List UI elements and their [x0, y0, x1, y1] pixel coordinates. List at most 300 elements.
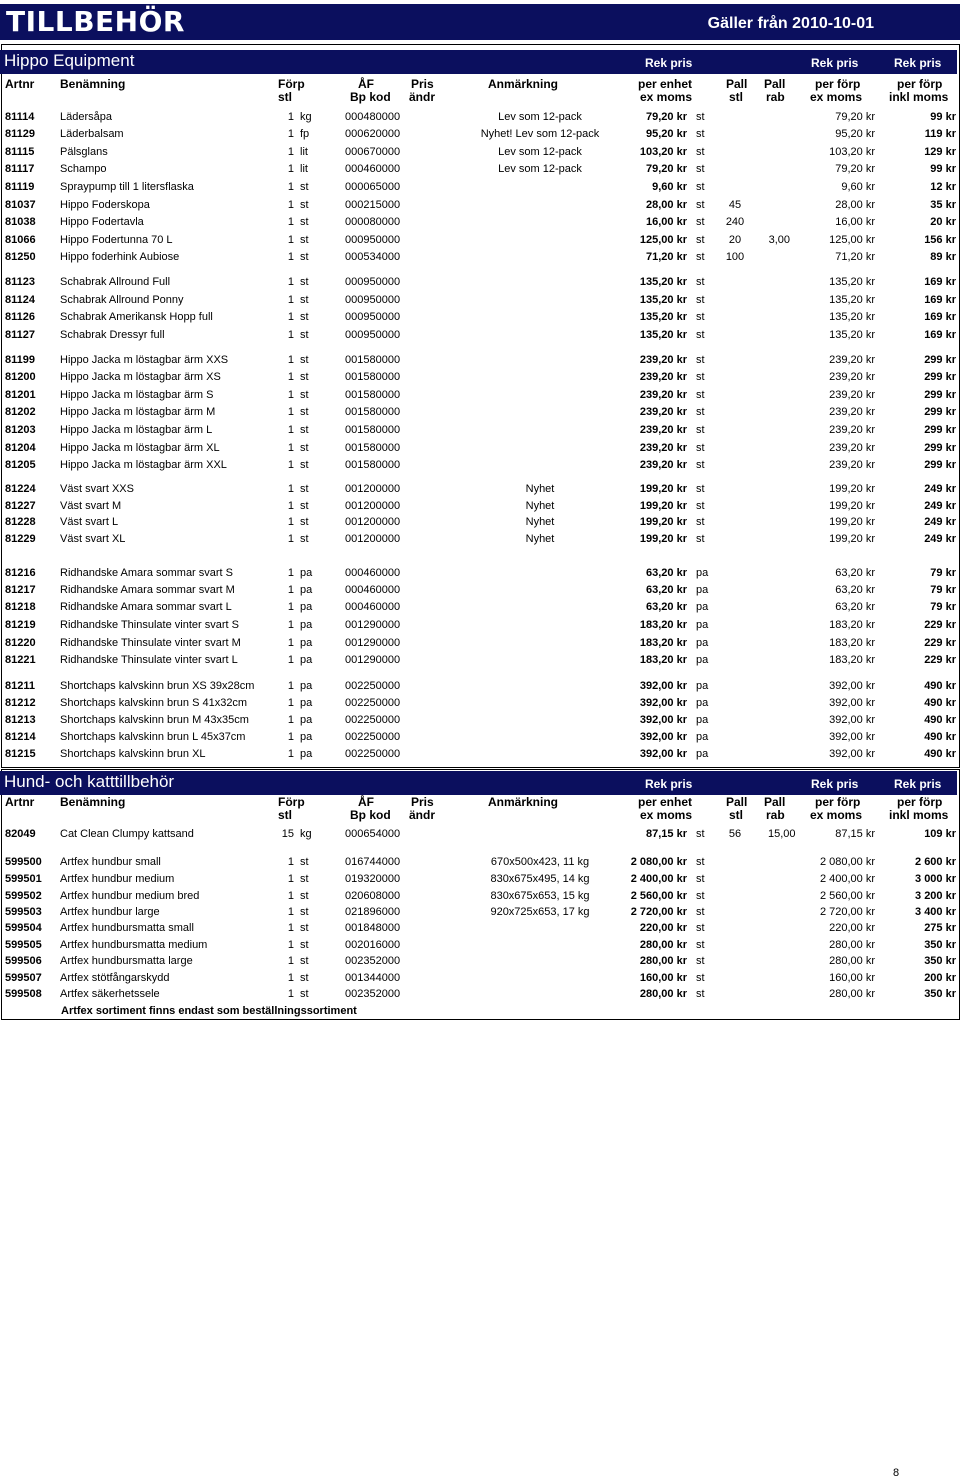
cell-af-code: 000950000 [345, 294, 401, 306]
cell-price-unit: pa [696, 601, 709, 613]
cell-af-code: 001200000 [345, 516, 401, 528]
cell-pack-unit: fp [300, 128, 310, 140]
cell-pack-unit: st [300, 181, 309, 193]
cell-pack-size: 1 [287, 972, 294, 984]
cell-artnr: 81204 [5, 442, 36, 454]
column-header-pf1: per förp [815, 77, 861, 91]
cell-price-per-pack-ex-vat: 2 560,00 kr [819, 890, 875, 902]
cell-pack-size: 1 [287, 181, 294, 193]
cell-pack-size: 1 [287, 500, 294, 512]
cell-pack-size: 1 [287, 906, 294, 918]
cell-price-per-pack-ex-vat: 63,20 kr [835, 584, 875, 596]
cell-price-per-unit: 239,20 kr [639, 459, 687, 471]
cell-af-code: 002352000 [345, 988, 401, 1000]
table-row [0, 276, 960, 292]
cell-af-code: 001580000 [345, 406, 401, 418]
cell-af-code: 002250000 [345, 748, 401, 760]
cell-pack-unit: pa [300, 584, 313, 596]
cell-price-per-pack-ex-vat: 103,20 kr [829, 146, 875, 158]
cell-name: Shortchaps kalvskinn brun M 43x35cm [60, 714, 249, 726]
cell-price-per-pack-inc-vat: 249 kr [924, 500, 956, 512]
cell-pack-unit: pa [300, 680, 313, 692]
cell-price-unit: st [696, 856, 705, 868]
cell-remark: Nyhet [525, 483, 555, 495]
column-header-pi2: inkl moms [889, 808, 949, 822]
cell-artnr: 81217 [5, 584, 36, 596]
cell-name: Schabrak Allround Full [60, 276, 171, 288]
table-row [0, 459, 960, 475]
page-title: TILLBEHÖR [6, 5, 185, 38]
cell-price-per-pack-ex-vat: 71,20 kr [835, 251, 875, 263]
table-row [0, 654, 960, 670]
cell-price-unit: st [696, 533, 705, 545]
column-header-pf1: per förp [815, 795, 861, 809]
cell-price-per-pack-inc-vat: 490 kr [924, 714, 956, 726]
cell-artnr: 81114 [5, 111, 35, 123]
cell-pack-unit: st [300, 311, 309, 323]
table-row [0, 483, 960, 499]
cell-pack-size: 1 [287, 406, 294, 418]
table-row [0, 714, 960, 730]
cell-pack-unit: st [300, 500, 309, 512]
cell-price-per-pack-ex-vat: 199,20 kr [829, 500, 875, 512]
cell-af-code: 016744000 [345, 856, 401, 868]
cell-af-code: 019320000 [345, 873, 401, 885]
cell-price-per-unit: 199,20 kr [639, 500, 687, 512]
table-row [0, 567, 960, 583]
cell-artnr: 81205 [5, 459, 36, 471]
cell-artnr: 81212 [5, 697, 36, 709]
cell-price-per-pack-inc-vat: 12 kr [930, 181, 956, 193]
cell-price-per-unit: 280,00 kr [639, 939, 687, 951]
cell-price-per-pack-ex-vat: 392,00 kr [829, 697, 875, 709]
cell-pack-size: 1 [287, 483, 294, 495]
cell-remark: Nyhet [525, 516, 555, 528]
cell-price-per-pack-ex-vat: 220,00 kr [829, 922, 875, 934]
cell-artnr: 81066 [5, 234, 36, 246]
column-header-pf2: ex moms [810, 90, 863, 104]
cell-price-per-unit: 199,20 kr [639, 533, 687, 545]
cell-name: Väst svart L [60, 516, 119, 528]
cell-af-code: 000950000 [345, 234, 401, 246]
column-header-pall1: Pall [726, 795, 748, 809]
cell-price-unit: st [696, 972, 705, 984]
cell-price-per-unit: 79,20 kr [646, 111, 687, 123]
section-title: Hund- och katttillbehör [4, 772, 175, 791]
table-row [0, 251, 960, 267]
cell-pack-unit: pa [300, 567, 313, 579]
cell-name: Hippo Jacka m löstagbar ärm M [60, 406, 216, 418]
cell-pack-unit: st [300, 354, 309, 366]
cell-pack-size: 1 [287, 697, 294, 709]
cell-pack-unit: st [300, 856, 309, 868]
cell-pallet-size: 100 [725, 251, 745, 263]
cell-price-per-pack-ex-vat: 239,20 kr [829, 424, 875, 436]
cell-artnr: 81211 [5, 680, 35, 692]
cell-price-per-unit: 280,00 kr [639, 955, 687, 967]
cell-price-unit: pa [696, 619, 709, 631]
column-header-pe2: ex moms [640, 90, 693, 104]
cell-remark: 830x675x495, 14 kg [490, 873, 590, 885]
cell-name: Hippo Jacka m löstagbar ärm S [60, 389, 214, 401]
cell-price-unit: st [696, 955, 705, 967]
cell-name: Hippo Fodertavla [60, 216, 144, 228]
cell-price-per-unit: 2 720,00 kr [630, 906, 687, 918]
table-row [0, 828, 960, 844]
cell-pack-size: 1 [287, 619, 294, 631]
cell-price-per-unit: 125,00 kr [639, 234, 687, 246]
cell-pack-unit: pa [300, 697, 313, 709]
column-header-forp1: Förp [278, 77, 305, 91]
cell-price-per-pack-inc-vat: 20 kr [930, 216, 956, 228]
cell-artnr: 81213 [5, 714, 36, 726]
cell-price-unit: st [696, 163, 705, 175]
cell-artnr: 81224 [5, 483, 36, 495]
cell-af-code: 001290000 [345, 637, 401, 649]
table-row [0, 873, 960, 889]
column-header-pe2: ex moms [640, 808, 693, 822]
cell-price-per-pack-ex-vat: 280,00 kr [829, 988, 875, 1000]
cell-price-unit: st [696, 111, 705, 123]
column-header-af1: ÅF [358, 795, 374, 809]
cell-artnr: 81229 [5, 533, 36, 545]
cell-pack-unit: st [300, 216, 309, 228]
cell-pack-unit: pa [300, 714, 313, 726]
cell-price-per-unit: 135,20 kr [639, 311, 687, 323]
cell-price-per-pack-ex-vat: 125,00 kr [829, 234, 875, 246]
cell-pack-unit: pa [300, 619, 313, 631]
cell-pack-size: 1 [287, 731, 294, 743]
cell-name: Ridhandske Amara sommar svart L [60, 601, 232, 613]
cell-price-per-unit: 239,20 kr [639, 354, 687, 366]
cell-price-per-unit: 2 080,00 kr [630, 856, 687, 868]
cell-af-code: 000460000 [345, 567, 401, 579]
cell-af-code: 000950000 [345, 276, 401, 288]
cell-af-code: 002250000 [345, 680, 401, 692]
cell-price-per-unit: 16,00 kr [646, 216, 687, 228]
cell-pack-unit: st [300, 294, 309, 306]
cell-price-per-pack-inc-vat: 229 kr [924, 619, 956, 631]
cell-price-per-pack-inc-vat: 3 000 kr [915, 873, 956, 885]
cell-price-unit: st [696, 424, 705, 436]
cell-artnr: 599500 [5, 856, 42, 868]
cell-price-unit: pa [696, 731, 709, 743]
column-header-pi1: per förp [897, 77, 943, 91]
cell-pack-unit: kg [300, 828, 312, 840]
section-title-bar [0, 50, 957, 74]
cell-price-unit: st [696, 459, 705, 471]
cell-name: Hippo Foderskopa [60, 199, 150, 211]
table-row [0, 216, 960, 232]
cell-price-per-pack-ex-vat: 87,15 kr [835, 828, 875, 840]
cell-remark: Nyhet [525, 500, 555, 512]
rek-pris-label: Rek pris [894, 56, 942, 70]
column-header-pris2: ändr [409, 90, 436, 104]
cell-price-per-unit: 95,20 kr [646, 128, 687, 140]
cell-artnr: 599501 [5, 873, 42, 885]
table-row [0, 111, 960, 127]
cell-artnr: 81203 [5, 424, 36, 436]
cell-price-unit: st [696, 199, 705, 211]
cell-price-per-pack-inc-vat: 3 400 kr [915, 906, 956, 918]
table-row [0, 371, 960, 387]
cell-name: Lädersåpa [60, 111, 112, 123]
cell-pack-size: 1 [287, 567, 294, 579]
cell-price-per-pack-inc-vat: 490 kr [924, 731, 956, 743]
cell-pack-unit: pa [300, 654, 313, 666]
cell-name: Hippo Jacka m löstagbar ärm XXL [60, 459, 227, 471]
cell-pack-size: 1 [287, 199, 294, 211]
rek-pris-label: Rek pris [811, 777, 859, 791]
column-header-namn: Benämning [60, 77, 126, 91]
table-row [0, 500, 960, 516]
cell-price-per-unit: 220,00 kr [639, 922, 687, 934]
cell-af-code: 001580000 [345, 459, 401, 471]
cell-artnr: 81123 [5, 276, 35, 288]
cell-artnr: 81115 [5, 146, 35, 158]
cell-price-per-pack-ex-vat: 135,20 kr [829, 311, 875, 323]
cell-af-code: 000480000 [345, 111, 401, 123]
cell-pack-unit: st [300, 890, 309, 902]
rek-pris-label: Rek pris [894, 777, 942, 791]
cell-price-unit: st [696, 988, 705, 1000]
column-header-artnr: Artnr [5, 77, 35, 91]
table-row [0, 697, 960, 713]
column-header-pallr2: rab [766, 808, 785, 822]
cell-artnr: 599502 [5, 890, 42, 902]
table-row [0, 856, 960, 872]
cell-pack-unit: pa [300, 748, 313, 760]
cell-price-per-pack-ex-vat: 183,20 kr [829, 637, 875, 649]
cell-price-per-pack-inc-vat: 79 kr [930, 601, 956, 613]
cell-pack-unit: pa [300, 637, 313, 649]
cell-pack-unit: st [300, 972, 309, 984]
cell-name: Ridhandske Amara sommar svart S [60, 567, 234, 579]
table-row [0, 389, 960, 405]
cell-price-per-unit: 135,20 kr [639, 276, 687, 288]
cell-price-per-unit: 239,20 kr [639, 442, 687, 454]
cell-pack-size: 1 [287, 251, 294, 263]
table-row [0, 516, 960, 532]
cell-price-per-unit: 2 560,00 kr [630, 890, 687, 902]
cell-artnr: 599504 [5, 922, 42, 934]
cell-price-per-pack-ex-vat: 135,20 kr [829, 329, 875, 341]
cell-price-per-pack-ex-vat: 392,00 kr [829, 714, 875, 726]
cell-remark: 920x725x653, 17 kg [490, 906, 590, 918]
cell-price-per-pack-ex-vat: 183,20 kr [829, 619, 875, 631]
cell-name: Artfex hundbursmatta large [60, 955, 193, 967]
column-header-af1: ÅF [358, 77, 374, 91]
cell-price-unit: st [696, 890, 705, 902]
cell-price-per-unit: 183,20 kr [639, 654, 687, 666]
table-row [0, 601, 960, 617]
cell-price-unit: st [696, 216, 705, 228]
section-title-bar [0, 771, 957, 795]
cell-name: Ridhandske Thinsulate vinter svart L [60, 654, 238, 666]
cell-price-per-unit: 392,00 kr [639, 680, 687, 692]
cell-af-code: 001580000 [345, 389, 401, 401]
table-row [0, 731, 960, 747]
cell-price-per-pack-ex-vat: 2 080,00 kr [819, 856, 875, 868]
cell-af-code: 000460000 [345, 163, 401, 175]
cell-name: Schabrak Allround Ponny [60, 294, 184, 306]
cell-af-code: 001580000 [345, 442, 401, 454]
cell-pack-unit: st [300, 988, 309, 1000]
cell-price-per-unit: 63,20 kr [646, 584, 687, 596]
cell-price-per-pack-inc-vat: 156 kr [924, 234, 956, 246]
column-header-pris1: Pris [411, 77, 434, 91]
cell-price-per-pack-inc-vat: 2 600 kr [915, 856, 956, 868]
cell-pack-unit: kg [300, 111, 312, 123]
column-header-pallr1: Pall [764, 795, 786, 809]
valid-from-date: Gäller från 2010-10-01 [707, 15, 874, 32]
cell-name: Artfex hundbur medium [60, 873, 175, 885]
cell-artnr: 599507 [5, 972, 42, 984]
column-header-pi2: inkl moms [889, 90, 949, 104]
page-number: 8 [893, 1467, 900, 1479]
cell-name: Schampo [60, 163, 107, 175]
column-header-pe1: per enhet [638, 795, 693, 809]
cell-price-unit: st [696, 922, 705, 934]
table-row [0, 442, 960, 458]
cell-af-code: 000620000 [345, 128, 401, 140]
cell-price-unit: st [696, 329, 705, 341]
cell-remark: Lev som 12-pack [498, 163, 582, 175]
table-row [0, 584, 960, 600]
cell-price-per-pack-ex-vat: 95,20 kr [835, 128, 875, 140]
cell-af-code: 001344000 [345, 972, 401, 984]
table-row [0, 311, 960, 327]
cell-price-per-pack-inc-vat: 249 kr [924, 516, 956, 528]
cell-pack-size: 1 [287, 714, 294, 726]
cell-price-unit: st [696, 146, 705, 158]
cell-name: Väst svart XXS [60, 483, 134, 495]
cell-price-unit: st [696, 276, 705, 288]
cell-pallet-size: 56 [728, 828, 742, 840]
cell-af-code: 001200000 [345, 533, 401, 545]
cell-pack-unit: lit [300, 163, 308, 175]
cell-name: Artfex hundbur small [60, 856, 161, 868]
cell-af-code: 021896000 [345, 906, 401, 918]
cell-af-code: 002250000 [345, 697, 401, 709]
cell-price-unit: st [696, 234, 705, 246]
cell-pack-size: 1 [287, 163, 294, 175]
cell-price-per-unit: 239,20 kr [639, 389, 687, 401]
cell-pack-unit: st [300, 406, 309, 418]
cell-price-per-pack-inc-vat: 200 kr [924, 972, 956, 984]
cell-price-per-pack-inc-vat: 79 kr [930, 567, 956, 579]
cell-name: Väst svart XL [60, 533, 126, 545]
cell-name: Ridhandske Thinsulate vinter svart M [60, 637, 241, 649]
cell-af-code: 000950000 [345, 311, 401, 323]
cell-price-per-pack-ex-vat: 392,00 kr [829, 680, 875, 692]
cell-af-code: 002016000 [345, 939, 401, 951]
cell-af-code: 000080000 [345, 216, 401, 228]
cell-price-per-pack-inc-vat: 490 kr [924, 748, 956, 760]
cell-price-unit: st [696, 516, 705, 528]
column-header-pf2: ex moms [810, 808, 863, 822]
table-row [0, 955, 960, 971]
column-header-namn: Benämning [60, 795, 126, 809]
cell-price-per-pack-inc-vat: 109 kr [924, 828, 956, 840]
cell-price-per-unit: 199,20 kr [639, 516, 687, 528]
cell-price-per-pack-ex-vat: 183,20 kr [829, 654, 875, 666]
cell-artnr: 81117 [5, 163, 35, 175]
cell-pack-unit: st [300, 371, 309, 383]
table-row [0, 329, 960, 345]
cell-price-per-pack-inc-vat: 169 kr [924, 311, 956, 323]
cell-pack-size: 1 [287, 988, 294, 1000]
cell-price-per-pack-ex-vat: 280,00 kr [829, 939, 875, 951]
cell-price-per-pack-inc-vat: 275 kr [924, 922, 956, 934]
cell-pack-size: 1 [287, 516, 294, 528]
table-row [0, 619, 960, 635]
cell-price-per-pack-ex-vat: 79,20 kr [835, 111, 875, 123]
cell-af-code: 001200000 [345, 483, 401, 495]
cell-name: Väst svart M [60, 500, 122, 512]
cell-pack-size: 1 [287, 329, 294, 341]
cell-price-per-unit: 160,00 kr [639, 972, 687, 984]
cell-price-per-unit: 239,20 kr [639, 371, 687, 383]
cell-name: Hippo Jacka m löstagbar ärm XXS [60, 354, 229, 366]
cell-artnr: 81216 [5, 567, 36, 579]
column-header-anm: Anmärkning [488, 77, 559, 91]
cell-price-per-pack-inc-vat: 299 kr [924, 406, 956, 418]
cell-artnr: 599508 [5, 988, 42, 1000]
cell-price-unit: st [696, 371, 705, 383]
cell-price-per-pack-inc-vat: 169 kr [924, 329, 956, 341]
cell-pack-unit: pa [300, 601, 313, 613]
cell-price-unit: st [696, 128, 705, 140]
cell-remark: 670x500x423, 11 kg [490, 856, 590, 868]
cell-pack-unit: st [300, 955, 309, 967]
cell-name: Spraypump till 1 litersflaska [60, 181, 194, 193]
cell-pack-size: 1 [287, 442, 294, 454]
cell-name: Shortchaps kalvskinn brun XL [60, 748, 206, 760]
table-row [0, 163, 960, 179]
cell-af-code: 001290000 [345, 619, 401, 631]
cell-pack-size: 1 [287, 856, 294, 868]
cell-price-unit: st [696, 294, 705, 306]
cell-pack-size: 1 [287, 234, 294, 246]
cell-price-per-unit: 87,15 kr [646, 828, 687, 840]
cell-price-per-pack-ex-vat: 239,20 kr [829, 371, 875, 383]
cell-pack-unit: st [300, 199, 309, 211]
page-header-bar [0, 4, 960, 40]
cell-pack-unit: st [300, 922, 309, 934]
cell-pack-size: 1 [287, 939, 294, 951]
cell-pack-unit: lit [300, 146, 308, 158]
cell-price-unit: st [696, 389, 705, 401]
cell-price-unit: st [696, 939, 705, 951]
cell-price-per-pack-ex-vat: 160,00 kr [829, 972, 875, 984]
cell-price-per-pack-inc-vat: 169 kr [924, 294, 956, 306]
cell-pack-size: 1 [287, 890, 294, 902]
cell-name: Ridhandske Thinsulate vinter svart S [60, 619, 239, 631]
cell-artnr: 81129 [5, 128, 35, 140]
cell-pack-size: 1 [287, 111, 294, 123]
cell-price-unit: st [696, 311, 705, 323]
cell-price-per-pack-inc-vat: 3 200 kr [915, 890, 956, 902]
cell-pack-size: 1 [287, 922, 294, 934]
cell-pack-size: 1 [287, 459, 294, 471]
cell-name: Shortchaps kalvskinn brun S 41x32cm [60, 697, 248, 709]
cell-name: Läderbalsam [60, 128, 124, 140]
cell-price-per-pack-ex-vat: 28,00 kr [835, 199, 875, 211]
cell-price-per-pack-ex-vat: 2 720,00 kr [819, 906, 875, 918]
cell-name: Hippo foderhink Aubiose [60, 251, 180, 263]
cell-af-code: 000460000 [345, 584, 401, 596]
